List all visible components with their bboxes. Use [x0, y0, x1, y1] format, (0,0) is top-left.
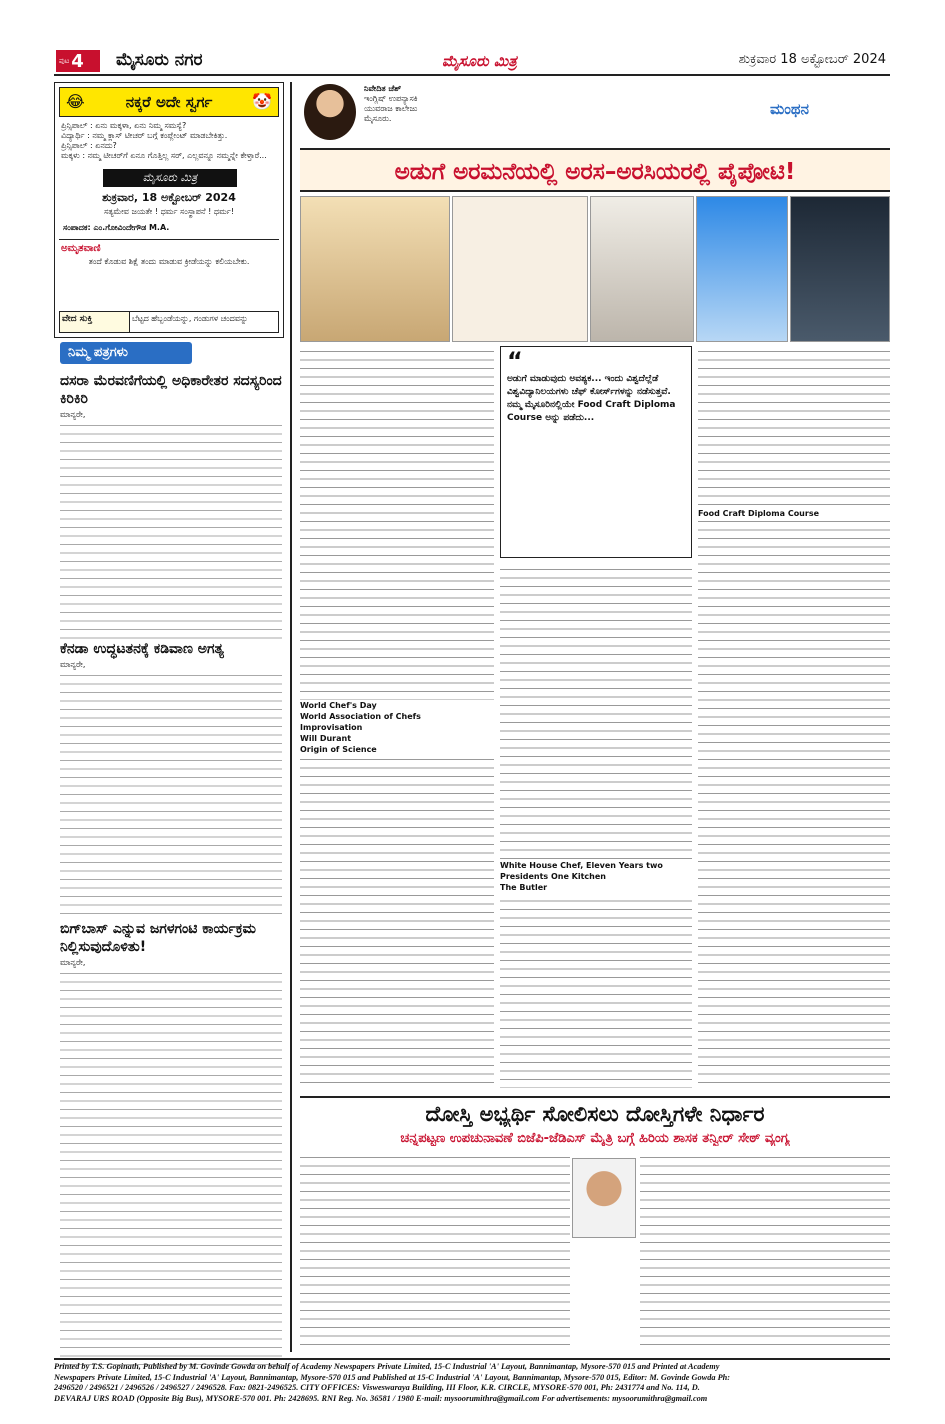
inline-english-1 — [300, 700, 494, 755]
author-name: ನಿವೇದಿತ ಚೆಶ್ — [364, 84, 402, 93]
book-cover-image — [452, 196, 588, 342]
letter-headline: ಕೆನಡಾ ಉದ್ಧಟತನಕ್ಕೆ ಕಡಿವಾಣ ಅಗತ್ಯ — [60, 641, 224, 657]
second-article — [300, 1096, 890, 1146]
page-number-badge — [56, 50, 100, 72]
pullquote-text: ಅಡುಗೆ ಮಾಡುವುದು ಅವಶ್ಯಕ... ಇಂದು ವಿಶ್ವದೆಲ್ಲೆಡೆ ವಿಶ್ವವಿದ್ಯಾನಿಲಯಗಳು ಚೆಫ್ ಕೋರ್ಸ್‌ಗಳನ್ನು ನಡೆಸುತ್ತವೆ. ನಮ್ಮ ಮೈಸೂರಿನಲ್ಲಿಯೇ Food Craft Diploma Course ಅನ್ನು ಪಡೆದು... — [507, 374, 676, 423]
vedamantra-box — [59, 311, 279, 333]
letter-body — [60, 420, 282, 645]
author-city: ಮೈಸೂರು. — [364, 114, 392, 123]
author-block — [300, 82, 890, 144]
inline-english-2 — [500, 860, 692, 893]
masthead — [54, 48, 890, 76]
inline-english-3 — [698, 508, 890, 519]
letters-banner: ನಿಮ್ಮ ಪತ್ರಗಳು — [60, 342, 192, 364]
main-headline: ಅಡುಗೆ ಅರಮನೆಯಲ್ಲಿ ಅರಸ–ಅರಸಿಯರಲ್ಲಿ ಪೈಪೋಟಿ! — [300, 148, 890, 192]
letter-3 — [60, 920, 282, 1368]
humor-banner — [59, 87, 279, 117]
footer-line: DEVARAJ URS ROAD (Opposite Big Bus), MYSORE-570 001. Ph: 2428695. RNI Reg. No. 36581 / 1980 E-mail: mysoorumithra@gmail.com For advertisements: mysoorumithra@gmail.com — [54, 1393, 708, 1403]
inline-term: Food Craft Diploma Course — [698, 509, 820, 518]
humor-line: ಪ್ರಿನ್ಸಿಪಾಲ್ : ಏನದು? — [61, 141, 117, 150]
second-headline: ದೋಸ್ತಿ ಅಭ್ಯರ್ಥಿ ಸೋಲಿಸಲು ದೋಸ್ತಿಗಳೇ ನಿರ್ಧಾರ — [425, 1102, 765, 1126]
letter-headline: ದಸರಾ ಮೆರವಣಿಗೆಯಲ್ಲಿ ಅಧಿಕಾರೇತರ ಸದಸ್ಯರಿಂದ ಕಿರಿಕಿರಿ — [60, 373, 282, 407]
amrutavani-text: ತಂದೆ ಕೊಡುವ ಶಿಕ್ಷೆ ತಂದು ಮಾಡುವ ಕ್ರೀಡೆಯನ್ನು ಕಲಿಯಬೇಕು. — [88, 257, 250, 266]
amrutavani-title: ಅಮೃತವಾಣಿ — [61, 243, 101, 254]
inline-term: The Butler — [500, 883, 548, 892]
kitchen-show-photo — [790, 196, 890, 342]
imprint-motto: ಸತ್ಯಮೇವ ಜಯತೇ ! ಧರ್ಮ ಸಂಸ್ಥಾಪನೆ ! ಧರ್ಮ! — [103, 207, 235, 216]
letter-salutation: ಮಾನ್ಯರೇ, — [60, 660, 86, 669]
inline-term: World Association of Chefs — [300, 712, 421, 721]
inline-term: World Chef's Day — [300, 701, 377, 710]
humor-title: ನಕ್ಕರೆ ಅದೇ ಸ್ವರ್ಗ — [125, 93, 213, 111]
letter-headline: ಬಿಗ್‌ಬಾಸ್ ಎನ್ನುವ ಜಗಳಗಂಟಿ ಕಾರ್ಯಕ್ರಮ ನಿಲ್ಲಿಸುವುದೊಳಿತು! — [60, 921, 256, 955]
letter-2 — [60, 640, 282, 920]
paper-logo: ಮೈಸೂರು ಮಿತ್ರ — [442, 52, 517, 70]
imprint-editor: ಸಂಪಾದಕ: ಎಂ.ಗೋವಿಂದೇಗೌಡ M.A. — [63, 223, 170, 232]
humor-line: ಪ್ರಿನ್ಸಿಪಾಲ್ : ಏನು ಮಕ್ಕಳಾ, ಏನು ನಿಮ್ಮ ಸಮಸ್ಯೆ? — [61, 121, 187, 130]
article-column-2 — [500, 564, 692, 1088]
letter-salutation: ಮಾನ್ಯರೇ, — [60, 410, 86, 419]
letter-salutation: ಮಾನ್ಯರೇ, — [60, 958, 86, 967]
clown-icon: 🤡 — [252, 92, 272, 111]
page-number: 4 — [71, 50, 84, 72]
imprint-date: ಶುಕ್ರವಾರ, 18 ಅಕ್ಟೋಬರ್ 2024 — [102, 191, 236, 204]
letter-1 — [60, 372, 282, 645]
humor-lines — [61, 121, 279, 161]
vedamantra-label: ವೇದ ಸುಕ್ತಿ — [60, 312, 130, 332]
quote-icon: “ — [507, 347, 523, 375]
author-dept: ಇಂಗ್ಲಿಷ್ ಉಪನ್ಯಾಸಕಿ — [364, 94, 418, 103]
imprint-logo: ಮೈಸೂರು ಮಿತ್ರ — [103, 169, 237, 187]
humor-line: ಮಕ್ಕಳು : ನಮ್ಮ ಟೀಚರ್‌ಗೆ ಏನೂ ಗೊತ್ತಿಲ್ಲ ಸರ್, ಎಲ್ಲವನ್ನೂ ನಮ್ಮನ್ನೇ ಕೇಳ್ತಾರೆ... — [61, 151, 267, 160]
author-info — [364, 84, 418, 124]
column-label: ಮಂಥನ — [770, 100, 809, 118]
footer-imprint — [54, 1358, 890, 1404]
laugh-emoji-icon: 😂 — [66, 92, 85, 111]
footer-line: Printed by T.S. Gopinath, Published by M. Govinde Gowda on behalf of Academy Newspapers Private Limited, 15-C Industrial 'A' Layout, Bannimantap, Mysore-570 015 and Printed at Academy — [54, 1362, 720, 1371]
second-column-2 — [640, 1152, 890, 1352]
politician-photo — [572, 1158, 636, 1238]
section-title: ಮೈಸೂರು ನಗರ — [116, 50, 203, 70]
author-college: ಯುವರಾಜ ಕಾಲೇಜು — [364, 104, 418, 113]
footer-line: Newspapers Private Limited, 15-C Industrial 'A' Layout, Bannimantap, Mysore-570 015 and Published at 15-C Industrial 'A' Layout, Bannimantap, Mysore-570 015, Editor: M. Govinde Gowda Ph: — [54, 1372, 731, 1382]
chef-photo — [590, 196, 694, 342]
chef-woman-photo — [696, 196, 788, 342]
letter-body — [60, 670, 282, 920]
humor-line: ವಿದ್ಯಾರ್ಥಿ : ನಮ್ಮ ಕ್ಲಾಸ್ ಟೀಚರ್ ಬಗ್ಗೆ ಕಂಪ್ಲೇಂಟ್ ಮಾಡಬೇಕಿತ್ತು. — [61, 131, 228, 140]
page-label: ಪುಟ — [59, 56, 70, 65]
article-column-3 — [698, 346, 890, 1088]
inline-term: Origin of Science — [300, 745, 377, 754]
pullquote-box — [500, 346, 692, 558]
second-subhead: ಚನ್ನಪಟ್ಟಣ ಉಪಚುನಾವಣೆ ಬಿಜೆಪಿ-ಜೆಡಿಎಸ್ ಮೈತ್ರಿ ಬಗ್ಗೆ ಹಿರಿಯ ಶಾಸಕ ತನ್ವೀರ್ ಸೇಠ್ ವ್ಯಂಗ್ಯ — [400, 1131, 790, 1146]
inline-term: White House Chef, Eleven Years two Presidents One Kitchen — [500, 861, 663, 881]
author-photo — [304, 84, 356, 140]
left-top-panel — [54, 82, 284, 338]
cartoon-illustration — [300, 196, 450, 342]
inline-term: Improvisation — [300, 723, 363, 732]
page-date: ಶುಕ್ರವಾರ 18 ಅಕ್ಟೋಬರ್ 2024 — [738, 52, 886, 67]
inline-term: Will Durant — [300, 734, 352, 743]
second-column-1 — [300, 1152, 570, 1352]
vedamantra-text: ಬೆಟ್ಟದ ಹೆಬ್ಬಂಡೆಯನ್ನು, ಗಂಡುಗಳ ಚಂದವನ್ನು — [132, 314, 249, 323]
footer-line: 2496520 / 2496521 / 2496526 / 2496527 / 2496528. Fax: 0821-2496525. CITY OFFICES: Visweswaraya Building, III Floor, K.R. CIRCLE, MYSORE-570 001, Ph: 2431774 and No. 114, D. — [54, 1383, 700, 1392]
letter-body — [60, 968, 282, 1368]
